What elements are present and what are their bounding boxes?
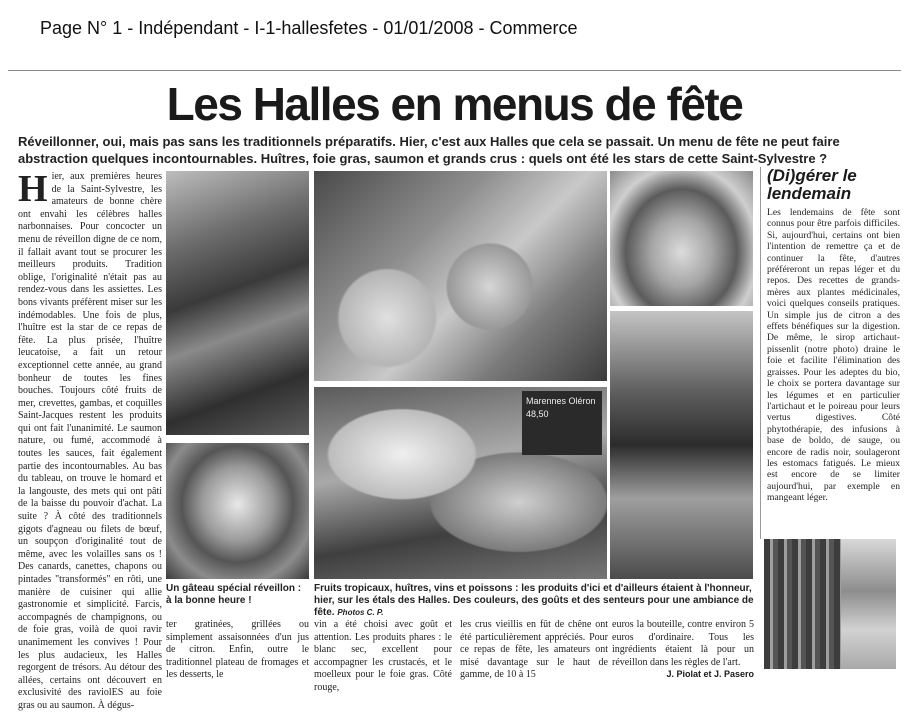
photo-credit: Photos C. P.	[337, 608, 384, 617]
article-column-5: euros la bouteille, contre environ 5 euros d'ordinaire. Tous les ingrédients étaient là pour un réveillon dans les règles de l'art.	[612, 619, 754, 668]
photo-wine-shop	[764, 539, 896, 669]
page-header: Page N° 1 - Indépendant - I-1-hallesfetes - 01/01/2008 - Commerce	[40, 18, 578, 38]
newspaper-clipping	[8, 70, 901, 711]
sidebar-box	[760, 167, 900, 539]
photo-shoppers	[166, 171, 309, 435]
headline: Les Halles en menus de fête	[166, 78, 743, 130]
photo-gift-basket	[610, 171, 753, 306]
article-column-3: vin a été choisi avec goût et attention. Les produits phares : le blanc sec, excellent pour accompagner les crustacés, et le moelleux pour le foie gras. Côté rouge,	[314, 619, 452, 693]
photo-seafood	[314, 387, 607, 579]
article-column-1	[18, 168, 162, 711]
byline: J. Piolat et J. Pasero	[666, 669, 754, 679]
photo-fruit-stall	[314, 171, 607, 381]
article-column-2: ter gratinées, grillées ou simplement assaisonnées d'un jus de citron. Enfin, outre le traditionnel plateau de fromages et les desserts, le	[166, 619, 309, 681]
article-column-1-text: ier, aux premières heures de la Saint-Sylvestre, les amateurs de bonne chère ont envahi les célèbres halles narbonnaises. Pour concocter un menu de réveillon digne de ce nom, il fallait avant tout se procurer les meilleurs produits. Tradition oblige, l'originalité n'était pas au rendez-vous dans les assiettes. Les bons vivants préfèrent miser sur les indémodables. Une fois de plus, l'huître est la star de ce repas de fête. La plus prisée, l'huître leucatoise, a fait un retour exceptionnel cette année, au grand bonheur de toutes les fines bouches. Toujours côté fruits de mer, crevettes, gambas, et coquilles Saint-Jacques restent les produits qui ont fait l'unanimité. Le saumon nature, ou fumé, accommodé à toutes les sauces, fait également partie des incontournables. Au bas du tableau, on trouve le homard et la langouste, des mets qui ont pâti de la baisse du pouvoir d'achat. La suite ? À côté des traditionnels gigots d'agneau ou filets de bœuf, un soupçon d'originalité tout de même, avec les volailles sans os ! Des canards, canettes, chapons ou pintades "transformés" en rôti, une manière de cuisiner qui allie gastronomie et simplicité. Farcis, accompagnés de champignons, ou de foie gras, voilà de quoi ravir unanimement les convives ! Pour les plus audacieux, les Halles regorgent de trésors. Au détour des allées, certains ont découvert en exclusivité des raviolES au foie gras ou au saumon. À dégus-	[18, 171, 162, 711]
drop-cap: H	[18, 168, 48, 210]
caption-cake: Un gâteau spécial réveillon : à la bonne heure !	[166, 583, 302, 606]
article-column-4: les crus vieillis en fût de chêne ont été particulièrement appréciés. Pour ce repas de fête, les amateurs ont misé davantage sur le haut de gamme, de 10 à 15	[460, 619, 608, 681]
photo-vendors	[610, 311, 753, 579]
caption-main	[314, 583, 754, 619]
caption-main-text: Fruits tropicaux, huîtres, vins et poissons : les produits d'ici et d'ailleurs étaient à l'honneur, hier, sur les étals des Halles. Des couleurs, des goûts et des senteurs pour une ambiance de fête.	[314, 583, 754, 618]
sidebar-title: (Di)gérer le lendemain	[767, 166, 857, 203]
price-sign: Marennes Oléron 48,50	[522, 391, 602, 455]
photo-cake	[166, 443, 309, 579]
sidebar-text: Les lendemains de fête sont connus pour être parfois difficiles. Si, aujourd'hui, certains ont bien l'intention de remettre ça et de continuer la fête, d'autres préféreront un repas léger et du repos. Des recettes de grands-mères aux plantes médicinales, voici quelques conseils pratiques. Un simple jus de citron a des effets bénéfiques sur la digestion. De même, le sirop artichaut-pissenlit (notre photo) draine le foie et facilite l'élimination des graisses. Pour les adeptes du bio, le choix se portera davantage sur les légumes et en particulier l'artichaut et le poireau pour leurs vertus digestives. Côté phytothérapie, des infusions à base de boldo, de sauge, ou encore de radis noir, soulageront les estomacs fatigués. Le mieux est encore de se limiter aujourd'hui, par exemple en mangeant léger.	[767, 207, 900, 504]
standfirst: Réveillonner, oui, mais pas sans les traditionnels préparatifs. Hier, c'est aux Halles que cela se passait. Un menu de fête ne peut faire abstraction quelques incontournables. Huîtres, foie gras, saumon et grands crus : quels ont été les stars de cette Saint-Sylvestre ?	[18, 134, 840, 166]
